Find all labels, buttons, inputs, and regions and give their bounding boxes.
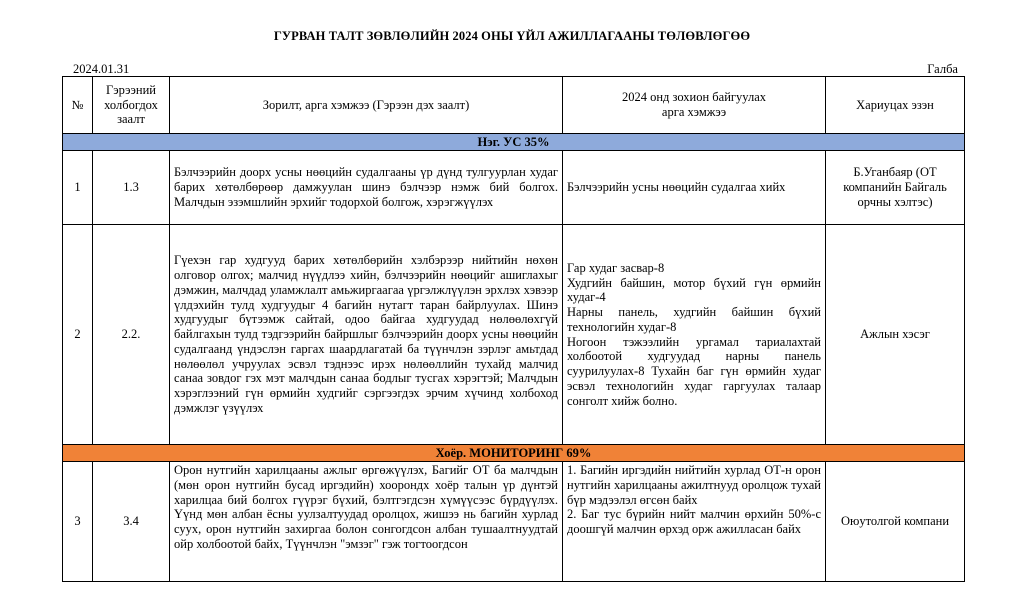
row-goal: Гүехэн гар худгууд барих хөтөлбөрийн хэлбэрээр нийтийн нөхөн олговор олгох; малчид нүүдлээ хийн, бэлчээрийн нөөцийг ашиглахыг дэмжин, малчдад уламжлалт амьжиргаагаа үргэлжлүүлэн эрхлэх хэвээр үлдэхийн тулд худгуудыг 4 багийн нутагт таран байрлуулах. Шинэ худгуудыг бүтээмж сайтай, одоо байгаа худгуудад нөлөөлөхгүй байлгахын тулд тэдгээрийн байршлыг бэлчээрийн доорх усны нөөцийн судалгаанд үндэслэн гаргах шаардлагатай ба түүнчлэн зэрлэг амьтдад нөлөөлөл учруулах эсвэл тэднээс ирэх нөлөөллийн тухайд малчид санаа зовдог гэх мэт малчдын санаа бодлыг тусгах хэрэгтэй; Малчдын хэрэглээний гүн өрмийн худгийг сэргээгдэх эрчим хүчинд холбоход дэмжлэг үзүүлэх — [170, 225, 563, 445]
header-measures: 2024 онд зохион байгуулах арга хэмжээ — [563, 77, 826, 134]
header-number: № — [63, 77, 93, 134]
row-owner: Ажлын хэсэг — [826, 225, 965, 445]
header-clause: Гэрээний холбогдох заалт — [93, 77, 170, 134]
row-clause: 1.3 — [93, 151, 170, 225]
header-owner: Хариуцах эзэн — [826, 77, 965, 134]
section-row-water — [63, 134, 965, 151]
row-measures: Бэлчээрийн усны нөөцийн судалгаа хийх — [563, 151, 826, 225]
row-owner: Оюутолгой компани — [826, 462, 965, 582]
plan-table — [62, 76, 965, 582]
row-clause: 2.2. — [93, 225, 170, 445]
table-row — [63, 462, 965, 582]
row-number: 3 — [63, 462, 93, 582]
document-title: ГУРВАН ТАЛТ ЗӨВЛӨЛИЙН 2024 ОНЫ ҮЙЛ АЖИЛЛАГААНЫ ТӨЛӨВЛӨГӨӨ — [273, 29, 751, 43]
section-label-monitoring: Хоёр. МОНИТОРИНГ 69% — [63, 445, 965, 462]
section-row-monitoring — [63, 445, 965, 462]
table-row — [63, 151, 965, 225]
table-header-row — [63, 77, 965, 134]
row-number: 1 — [63, 151, 93, 225]
row-goal: Бэлчээрийн доорх усны нөөцийн судалгааны үр дүнд тулгуурлан худаг барих хөтөлбөрөөр дамжуулан шинэ бэлчээр нэмж бий болгох. Малчдын эзэмшлийн эрхийг тодорхой болгож, хэрэгжүүлэх — [170, 151, 563, 225]
row-goal: Орон нутгийн харилцааны ажлыг өргөжүүлэх, Багийг ОТ ба малчдын (мөн орон нутгийн бусад иргэдийн) хоорондх хоёр талын үр дүнтэй харилцаа бий болгох гүүрэг бүхий, бэлтгэгдсэн хүмүүсээс бүрдүүлэх. Үүнд мөн албан ёсны уулзалтуудад оролцох, жишээ нь багийн хурлад суух, орон нутгийн захиргаа болон сонгогдсон албан тушаалтнуудтай ойр холбоотой байх, Түүнчлэн "эмзэг" гэж тогтоогдсон — [170, 462, 563, 582]
table-row — [63, 225, 965, 445]
row-number: 2 — [63, 225, 93, 445]
row-clause: 3.4 — [93, 462, 170, 582]
row-owner: Б.Уганбаяр (ОТ компанийн Байгаль орчны хэлтэс) — [826, 151, 965, 225]
header-goal: Зорилт, арга хэмжээ (Гэрээн дэх заалт) — [170, 77, 563, 134]
document-date: 2024.01.31 — [73, 62, 130, 76]
row-measures: 1. Багийн иргэдийн нийтийн хурлад ОТ-н орон нутгийн харилцааны ажилтнууд оролцож тухай бүр мэдээлэл өгсөн байх 2. Баг тус бүрийн нийт малчин өрхийн 50%-с доошгүй малчин өрхэд орж ажилласан байх — [563, 462, 826, 582]
section-label-water: Нэг. УС 35% — [63, 134, 965, 151]
location-note: Галба — [927, 62, 958, 76]
row-measures: Гар худаг засвар-8 Худгийн байшин, мотор бүхий гүн өрмийн худаг-4 Нарны панель, худгийн байшин бүхий технологийн худаг-8 Ногоон тэжээлийн ургамал тариалахтай холбоотой худгуудад нарны панель суурилуулах-8 Тухайн баг гүн өрмийн худаг эсвэл технологийн худаг гаргуулах талаар сонголт хийж болно. — [563, 225, 826, 445]
